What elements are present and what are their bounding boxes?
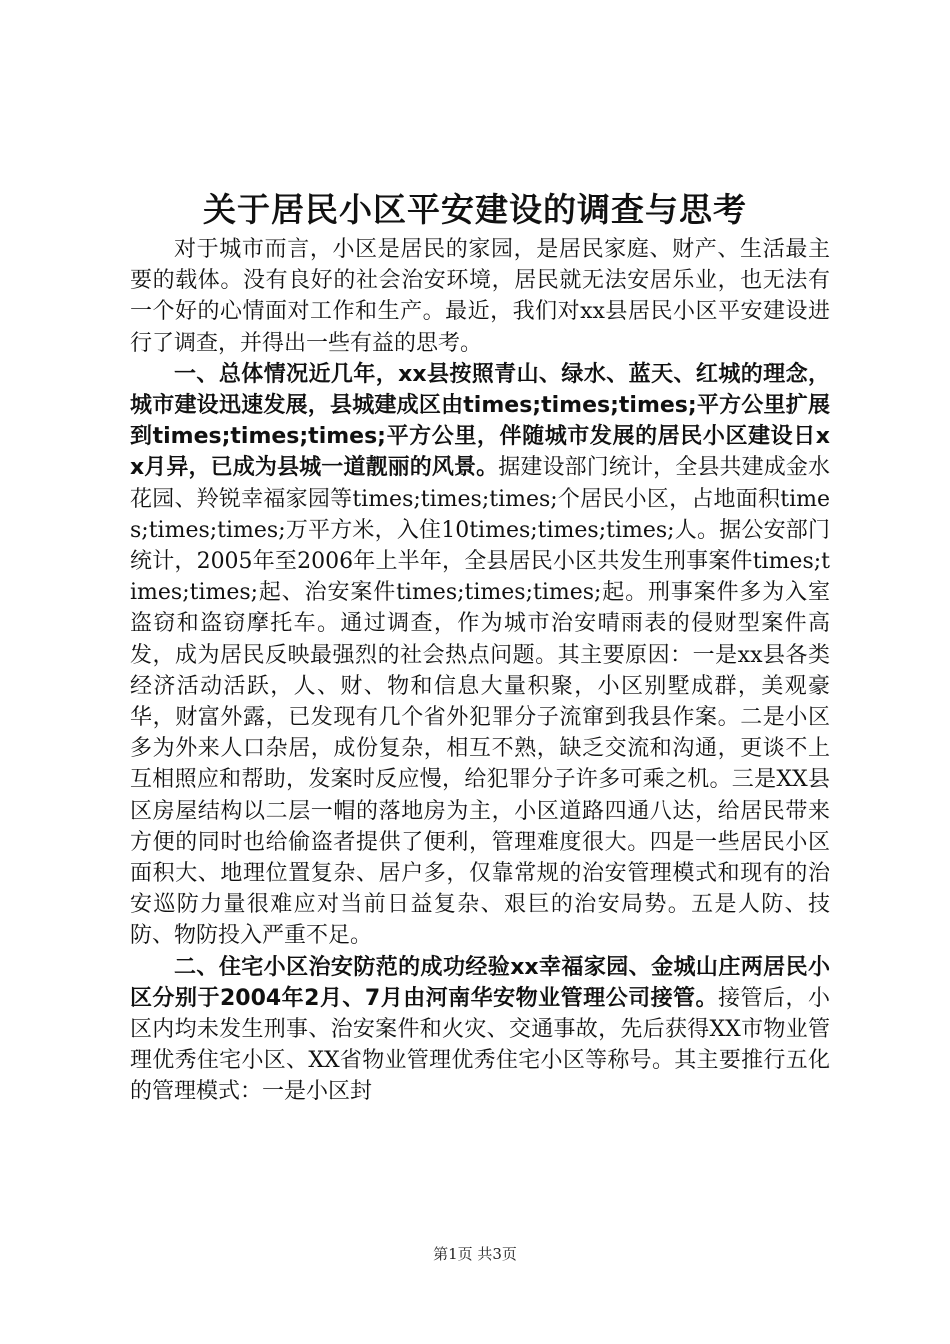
document-title: 关于居民小区平安建设的调查与思考 xyxy=(203,190,747,229)
paragraph-text: 接管后，小区内均未发生刑事、治安案件和火灾、交通事故，先后获得XX市物业管理优秀住宅小区、XX省物业管理优秀住宅小区等称号。其主要推行五化的管理模式：一是小区封 xyxy=(130,985,830,1105)
paragraph-text: 对于城市而言，小区是居民的家园，是居民家庭、财产、生活最主要的载体。没有良好的社会治安环境，居民就无法安居乐业，也无法有一个好的心情面对工作和生产。最近，我们对xx县居民小区平安建设进行了调查，并得出一些有益的思考。 xyxy=(130,237,830,356)
section-2-paragraph xyxy=(130,952,830,1108)
section-2-heading: 二、住宅小区治安防范的成功经验xx幸福家园、金城山庄两居民小区分别于2004年2月、7月由河南华安物业管理公司接管。 xyxy=(130,954,830,1011)
section-1-paragraph xyxy=(130,359,830,952)
section-1-heading: 一、总体情况近几年，xx县按照青山、绿水、蓝天、红城的理念，城市建设迅速发展，县城建成区由times;times;times;平方公里扩展到times;times;times;平方公里，伴随城市发展的居民小区建设日xx月异，已成为县城一道靓丽的风景。 xyxy=(130,361,830,481)
intro-paragraph xyxy=(130,234,830,359)
document-body xyxy=(130,234,830,1108)
page-number: 第1页 共3页 xyxy=(433,1245,517,1263)
paragraph-text: 据建设部门统计，全县共建成金水花园、羚锐幸福家园等times;times;times;个居民小区，占地面积times;times;times;万平方米，入住10times;times;times;人。据公安部门统计，2005年至2006年上半年，全县居民小区共发生刑事案件times;times;times;起、治安案件times;times;times;起。刑事案件多为入室盗窃和盗窃摩托车。通过调查，作为城市治安晴雨表的侵财型案件高发，成为居民反映最强烈的社会热点问题。其主要原因：一是xx县各类经济活动活跃，人、财、物和信息大量积聚，小区别墅成群，美观豪华，财富外露，已发现有几个省外犯罪分子流窜到我县作案。二是小区多为外来人口杂居，成份复杂，相互不熟，缺乏交流和沟通，更谈不上互相照应和帮助，发案时反应慢，给犯罪分子许多可乘之机。三是XX县区房屋结构以二层一帽的落地房为主，小区道路四通八达，给居民带来方便的同时也给偷盗者提供了便利，管理难度很大。四是一些居民小区面积大、地理位置复杂、居户多，仅靠常规的治安管理模式和现有的治安巡防力量很难应对当前日益复杂、艰巨的治安局势。五是人防、技防、物防投入严重不足。 xyxy=(130,455,830,949)
